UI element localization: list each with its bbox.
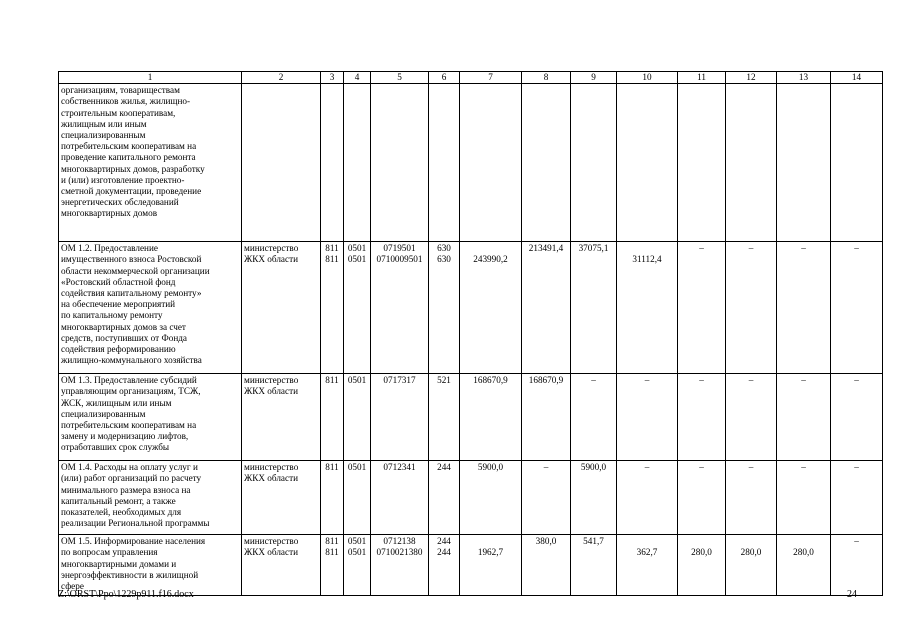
year-value-cell xyxy=(678,535,726,596)
col-header-10: 10 xyxy=(617,72,678,84)
csr-cell xyxy=(371,84,429,242)
table-row xyxy=(59,535,883,596)
csr-code: 0712138 xyxy=(383,536,416,547)
vr-cell xyxy=(429,242,460,374)
csr-code: 0710009501 xyxy=(376,254,423,265)
total-cell xyxy=(460,242,522,374)
year-value-cell xyxy=(617,84,678,242)
executor-cell: министерство ЖКХ области xyxy=(242,374,321,461)
document-path: Z:\ORST\Ppo\1229p911.f16.docx xyxy=(58,589,194,600)
vr-cell: 244 xyxy=(429,461,460,535)
year-value-cell xyxy=(777,535,831,596)
year-value-cell xyxy=(726,535,777,596)
vr-code: 244 xyxy=(437,536,451,547)
col-header-2: 2 xyxy=(242,72,321,84)
total-cell: 5900,0 xyxy=(460,461,522,535)
total-cell xyxy=(460,84,522,242)
year-value-cell: – xyxy=(831,461,883,535)
csr-code: 0710021380 xyxy=(376,547,423,558)
vr-cell xyxy=(429,84,460,242)
year-value-cell: 5900,0 xyxy=(571,461,617,535)
csr-code: 0719501 xyxy=(383,243,416,254)
grbs-code: 811 xyxy=(325,536,339,547)
executor-cell: министерство ЖКХ области xyxy=(242,535,321,596)
vr-code: 244 xyxy=(437,547,451,558)
year-value-cell: – xyxy=(777,461,831,535)
year-value-cell: – xyxy=(726,242,777,374)
vr-cell: 521 xyxy=(429,374,460,461)
col-header-1: 1 xyxy=(59,72,242,84)
col-header-7: 7 xyxy=(460,72,522,84)
year-value-cell: – xyxy=(678,461,726,535)
col-header-9: 9 xyxy=(571,72,617,84)
year-value-cell: – xyxy=(726,461,777,535)
total-cell xyxy=(460,535,522,596)
year-value-cell xyxy=(777,84,831,242)
grbs-code: 811 xyxy=(325,547,339,558)
year-value-cell: – xyxy=(726,374,777,461)
year-value-cell: – xyxy=(617,461,678,535)
grbs-cell: 811 xyxy=(321,374,344,461)
grbs-code: 811 xyxy=(325,243,339,254)
grbs-cell xyxy=(321,535,344,596)
year-value-cell: – xyxy=(777,374,831,461)
csr-cell: 0712341 xyxy=(371,461,429,535)
year-value-cell xyxy=(831,84,883,242)
year-value-cell: 541,7 xyxy=(571,535,617,596)
year-value-cell: – xyxy=(522,461,571,535)
year-value: 280,0 xyxy=(691,547,712,558)
measure-description: организациям, товариществам собственников жилья, жилищно- строительным кооперативам, жилищным или иным специализированным потребительским кооперативам на проведение капитального ремонта многоквартирных домов, разработку и (или) изготовление проектно- сметной документации, проведение энергетических обследований многоквартирных домов xyxy=(59,84,242,242)
total-value: 1962,7 xyxy=(477,547,504,558)
rzpr-code: 0501 xyxy=(347,536,367,547)
year-value-cell: 37075,1 xyxy=(571,242,617,374)
year-value-cell xyxy=(522,84,571,242)
year-value-cell: – xyxy=(831,374,883,461)
vr-code: 630 xyxy=(437,243,451,254)
col-header-6: 6 xyxy=(429,72,460,84)
year-value-cell: 380,0 xyxy=(522,535,571,596)
measure-description: ОМ 1.4. Расходы на оплату услуг и (или) работ организаций по расчету минимального размера взноса на капитальный ремонт, а также показателей, необходимых для реализации Региональной программы xyxy=(59,461,242,535)
year-value-cell: – xyxy=(831,242,883,374)
table-row xyxy=(59,461,883,535)
col-header-13: 13 xyxy=(777,72,831,84)
vr-code: 630 xyxy=(437,254,451,265)
column-number-row xyxy=(59,72,883,84)
budget-table xyxy=(58,71,883,596)
year-value-cell: – xyxy=(678,242,726,374)
year-value-cell: – xyxy=(831,535,883,596)
year-value-cell xyxy=(726,84,777,242)
year-value: 280,0 xyxy=(793,547,814,558)
year-value-cell: 168670,9 xyxy=(522,374,571,461)
total-cell: 168670,9 xyxy=(460,374,522,461)
rzpr-code: 0501 xyxy=(347,243,367,254)
measure-description: ОМ 1.2. Предоставление имущественного взноса Ростовской области некоммерческой организации «Ростовский областной фонд содействия капитальному ремонту» на обеспечение мероприятий по капитальному ремонту многоквартирных домов за счет средств, поступивших от Фонда содействия реформированию жилищно-коммунального хозяйства xyxy=(59,242,242,374)
measure-description: ОМ 1.5. Информирование населения по вопросам управления многоквартирными домами и энергоэффективности в жилищной сфере xyxy=(59,535,242,596)
grbs-cell xyxy=(321,84,344,242)
csr-cell xyxy=(371,535,429,596)
executor-cell: министерство ЖКХ области xyxy=(242,242,321,374)
csr-cell xyxy=(371,242,429,374)
year-value: 362,7 xyxy=(636,547,658,558)
year-value-cell: 213491,4 xyxy=(522,242,571,374)
col-header-12: 12 xyxy=(726,72,777,84)
vr-cell xyxy=(429,535,460,596)
year-value-cell: – xyxy=(678,374,726,461)
year-value-cell: – xyxy=(617,374,678,461)
grbs-cell xyxy=(321,242,344,374)
rzpr-cell xyxy=(344,535,371,596)
table-row xyxy=(59,242,883,374)
col-header-8: 8 xyxy=(522,72,571,84)
grbs-cell: 811 xyxy=(321,461,344,535)
rzpr-cell xyxy=(344,84,371,242)
col-header-14: 14 xyxy=(831,72,883,84)
year-value-cell xyxy=(617,535,678,596)
col-header-4: 4 xyxy=(344,72,371,84)
table-row xyxy=(59,374,883,461)
year-value-cell: – xyxy=(571,374,617,461)
executor-cell: министерство ЖКХ области xyxy=(242,461,321,535)
year-value-cell xyxy=(678,84,726,242)
page-number: 24 xyxy=(847,589,857,600)
table-row xyxy=(59,84,883,242)
col-header-5: 5 xyxy=(371,72,429,84)
col-header-3: 3 xyxy=(321,72,344,84)
rzpr-cell: 0501 xyxy=(344,374,371,461)
year-value: 31112,4 xyxy=(632,254,662,265)
year-value: 280,0 xyxy=(740,547,762,558)
rzpr-cell xyxy=(344,242,371,374)
rzpr-code: 0501 xyxy=(347,547,367,558)
csr-cell: 0717317 xyxy=(371,374,429,461)
year-value-cell xyxy=(571,84,617,242)
year-value-cell: – xyxy=(777,242,831,374)
year-value-cell xyxy=(617,242,678,374)
total-value: 243990,2 xyxy=(473,254,508,265)
measure-description: ОМ 1.3. Предоставление субсидий управляющим организациям, ТСЖ, ЖСК, жилищным или иным специализированным потребительским кооперативам на замену и модернизацию лифтов, отработавших срок службы xyxy=(59,374,242,461)
col-header-11: 11 xyxy=(678,72,726,84)
rzpr-cell: 0501 xyxy=(344,461,371,535)
executor-cell xyxy=(242,84,321,242)
grbs-code: 811 xyxy=(325,254,339,265)
rzpr-code: 0501 xyxy=(347,254,367,265)
